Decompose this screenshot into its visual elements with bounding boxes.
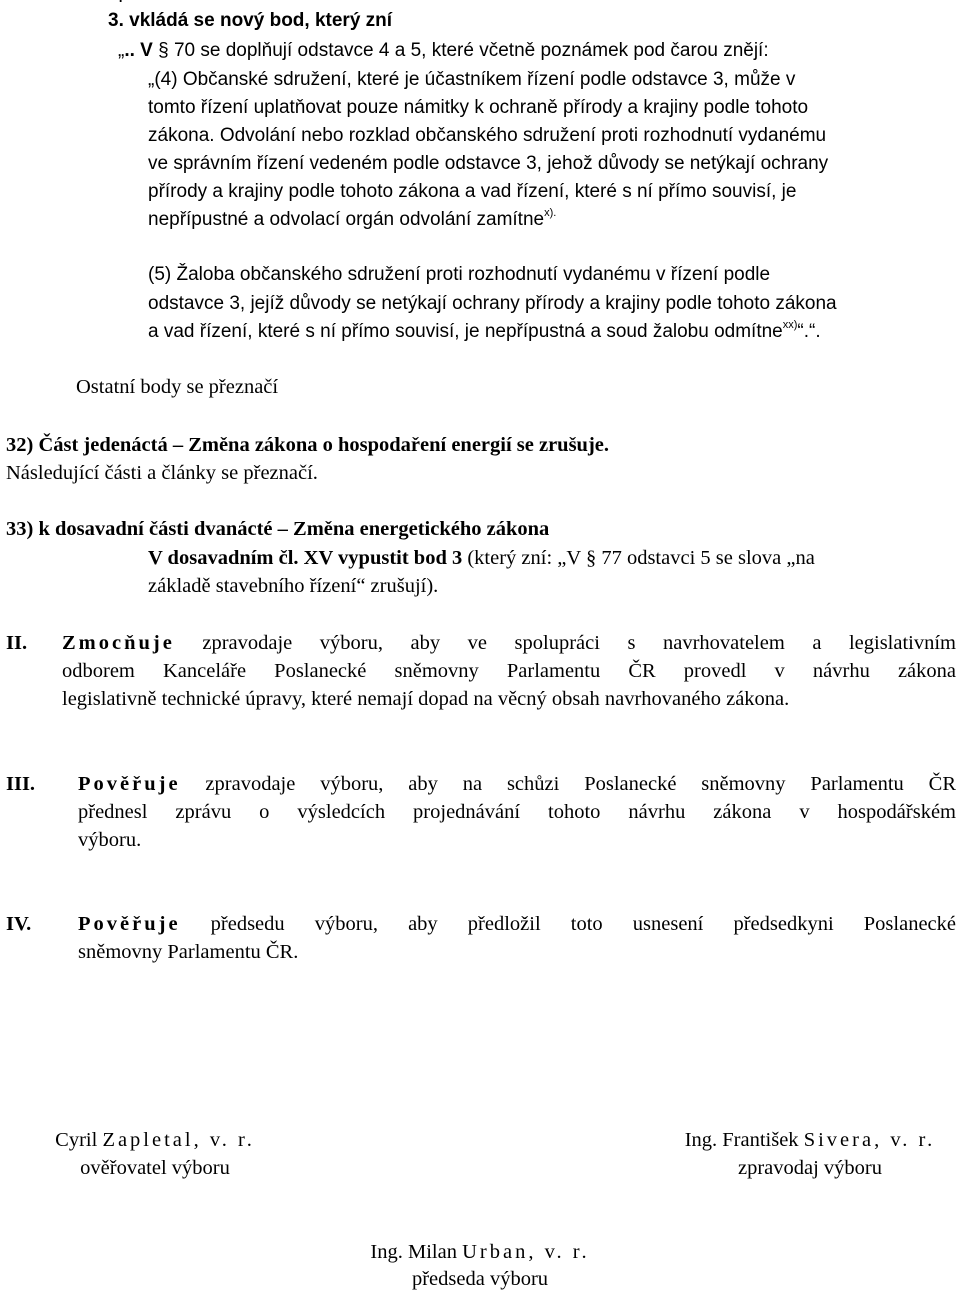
section-iii-line-1	[78, 773, 956, 796]
signature-right-role: zpravodaj výboru	[737, 1157, 883, 1179]
item33-line-2-bold: V dosavadním čl. XV vypustit bod 3	[148, 547, 463, 569]
amend-line-6: přírody a krajiny podle tohoto zákona a vad řízení, které s ní přímo souvisí, je	[148, 181, 797, 202]
item33-line-2	[148, 547, 815, 570]
item33-title: 33) k dosavadní části dvanácté – Změna energetického zákona	[6, 518, 550, 540]
signature-bottom-surname: Urban	[462, 1241, 529, 1263]
section-ii-line-1	[62, 632, 956, 655]
signature-right-name	[660, 1129, 960, 1152]
para5-tail: “.“.	[797, 321, 821, 342]
amend-line-5: ve správním řízení vedeném podle odstavce 3, jehož důvody se netýkají ochrany	[148, 153, 829, 174]
para5-line-2: odstavce 3, jejíž důvody se netýkají ochrany přírody a krajiny podle tohoto zákona	[148, 293, 837, 314]
amend-quote: „	[118, 40, 125, 61]
section-iii-verb: Pověřuje	[78, 773, 181, 795]
renumber-note: Ostatní body se přeznačí	[76, 376, 279, 398]
footnote-mark-xx: xx)	[782, 319, 798, 331]
section-iv-line-2: sněmovny Parlamentu ČR.	[78, 941, 299, 963]
signature-bottom-suffix: , v. r.	[528, 1241, 590, 1263]
point3-title: 3. vkládá se nový bod, který zní	[108, 10, 393, 31]
signature-left-name	[20, 1129, 290, 1152]
section-iii-line-1-text: zpravodaje výboru, aby na schůzi Poslanecké sněmovny Parlamentu ČR	[180, 773, 956, 795]
amend-rest: § 70 se doplňují odstavce 4 a 5, které včetně poznámek pod čarou znějí:	[152, 40, 769, 61]
item33-line-2-rest: (který zní: „V § 77 odstavci 5 se slova „na	[462, 547, 815, 569]
signature-right-suffix: , v. r.	[874, 1129, 936, 1151]
amend-line-2: „(4) Občanské sdružení, které je účastníkem řízení podle odstavce 3, může v	[148, 69, 796, 90]
section-ii-number: II.	[6, 632, 28, 654]
para5-line-3	[148, 321, 821, 343]
signature-bottom-role: předseda výboru	[411, 1268, 549, 1290]
item33-line-3: základě stavebního řízení“ zrušují).	[148, 575, 439, 597]
section-iii-line-2: přednesl zprávu o výsledcích projednávání tohoto návrhu zákona v hospodářském	[78, 801, 956, 823]
signature-left-role: ověřovatel výboru	[80, 1157, 230, 1179]
signature-left-first: Cyril	[55, 1129, 98, 1151]
section-iii-line-3: výboru.	[78, 829, 142, 851]
section-ii-line-3: legislativně technické úpravy, které nemají dopad na věcný obsah navrhovaného zákona.	[62, 688, 790, 710]
item32-title: 32) Část jedenáctá – Změna zákona o hospodaření energií se zrušuje.	[6, 434, 610, 456]
amend-line-1	[118, 40, 769, 62]
signature-right-first: Ing. František	[684, 1129, 799, 1151]
amend-line-7	[148, 209, 556, 231]
section-ii-line-1-text: zpravodaje výboru, aby ve spolupráci s navrhovatelem a legislativním	[174, 632, 956, 654]
item32-note: Následující části a články se přeznačí.	[6, 462, 318, 484]
section-iv-line-1	[78, 913, 956, 936]
signature-bottom-name	[330, 1241, 630, 1264]
signature-left-surname: Zapletal	[102, 1129, 194, 1151]
stray-dot	[118, 0, 123, 8]
footnote-mark-x: x).	[544, 207, 557, 219]
section-iii-number: III.	[6, 773, 36, 795]
amend-bold: .. V	[124, 40, 153, 61]
signature-right-surname: Sivera	[803, 1129, 875, 1151]
section-iv-line-1-text: předsedu výboru, aby předložil toto usnesení předsedkyni Poslanecké	[180, 913, 956, 935]
amend-line-7-text: nepřípustné a odvolací orgán odvolání zamítne	[148, 209, 545, 230]
section-iv-verb: Pověřuje	[78, 913, 181, 935]
section-ii-line-2: odborem Kanceláře Poslanecké sněmovny Parlamentu ČR provedl v návrhu zákona	[62, 660, 956, 682]
section-iv-number: IV.	[6, 913, 32, 935]
section-ii-verb: Zmocňuje	[62, 632, 175, 654]
amend-line-4: zákona. Odvolání nebo rozklad občanského sdružení proti rozhodnutí vydanému	[148, 125, 827, 146]
para5-line-1: (5) Žaloba občanského sdružení proti rozhodnutí vydanému v řízení podle	[148, 264, 771, 285]
signature-left-suffix: , v. r.	[193, 1129, 255, 1151]
signature-bottom-first: Ing. Milan	[370, 1241, 457, 1263]
amend-line-3: tomto řízení uplatňovat pouze námitky k ochraně přírody a krajiny podle tohoto	[148, 97, 809, 118]
para5-line-3-text: a vad řízení, které s ní přímo souvisí, je nepřípustná a soud žalobu odmítne	[148, 321, 783, 342]
